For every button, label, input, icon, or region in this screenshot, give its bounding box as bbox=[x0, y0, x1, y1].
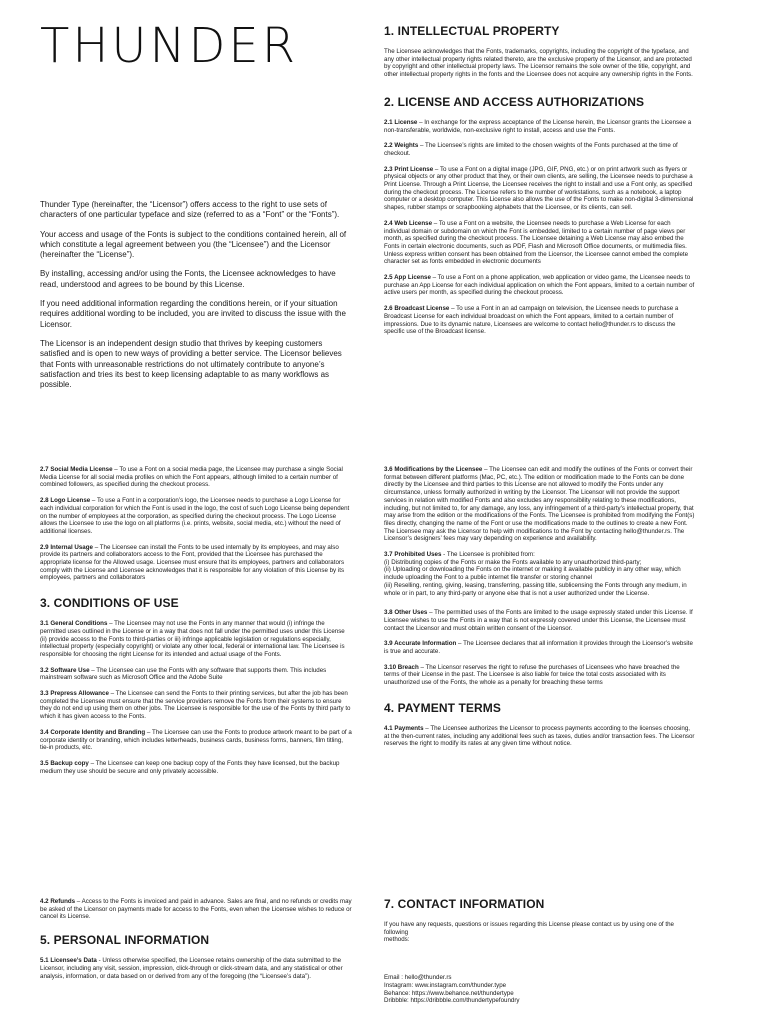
clause-title: 4.1 Payments bbox=[384, 724, 424, 732]
clause-title: 5.1 Licensee’s Data bbox=[40, 957, 97, 965]
brand-logo: THUNDER bbox=[40, 18, 299, 74]
section-heading: 4. PAYMENT TERMS bbox=[384, 700, 501, 715]
section-heading: 1. INTELLECTUAL PROPERTY bbox=[384, 24, 560, 38]
clause bbox=[40, 760, 352, 775]
clause-text: – The Licensee declares that all information it provides through the Licensor’s website is true and accurate. bbox=[384, 640, 693, 656]
clause-title: 3.4 Corporate Identity and Branding bbox=[40, 728, 146, 736]
clause bbox=[384, 551, 696, 597]
contact-behance: Behance: https://www.behance.net/thundertype bbox=[384, 989, 514, 997]
clause-text: – The Licensee can send the Fonts to their printing services, but after the job has been completed the Licensee must ensure that the service providers remove the Fonts from their systems to ensure they do not end up using them on other jobs. The Licensee is responsible for the use of the Fonts by third party to which it has given access to the Fonts. bbox=[40, 690, 351, 721]
clause-title: 2.9 Internal Usage bbox=[40, 543, 93, 551]
clause bbox=[40, 898, 352, 921]
clause bbox=[40, 667, 352, 682]
clause-title: 4.2 Refunds bbox=[40, 898, 76, 905]
clause-text: – In exchange for the express acceptance of the License herein, the Licensor grants the Licensee a non-transferable, worldwide, non-exclusive right to install, access and use the Fonts. bbox=[384, 118, 692, 134]
clause bbox=[384, 166, 696, 212]
prohibited-item: (iii) Reselling, renting, giving, leasing, transferring, passing title, sublicensing the Fonts through any medium, in whole or in part, to any third-party or anyone else that is not a user authorized under the License. bbox=[384, 581, 687, 597]
clause-text: – The Licensee can use the Fonts to produce artwork meant to be part of a corporate identity or branding, which includes letterheads, business cards, business forms, banners, film titling, tie-in products, etc. bbox=[40, 728, 352, 752]
clause-title: 2.6 Broadcast License bbox=[384, 305, 450, 313]
contact-intro: If you have any requests, questions or issues regarding this License please contact us by using one of the following bbox=[384, 921, 674, 936]
left-column-bottom bbox=[40, 898, 352, 988]
clause-title: 2.3 Print License bbox=[384, 165, 434, 173]
clause bbox=[384, 119, 696, 134]
clause bbox=[40, 544, 352, 583]
clause bbox=[40, 466, 352, 489]
clause-text: - Unless otherwise specified, the Licensee retains ownership of the data submitted to the Licensor, including any visit, session, impression, click-through or click-stream data, and any statistical or other analysis, information, or data based on or derived from any of the foregoing (the “Licensee’s data”). bbox=[40, 957, 343, 980]
section-text: The Licensee acknowledges that the Fonts, trademarks, copyrights, including the copyright of the typeface, and any other intellectual property rights related thereto, are the exclusive property of the Licensor, and are protected by copyright and other intellectual property laws. The Licensor remains the sole owner of the title, copyright, and other intellectual property rights in the fonts and the Licensee does not acquire any ownership rights in the Fonts. bbox=[384, 48, 693, 79]
clause-text: – To use a Font on a phone application, web application or video game, the Licensee needs to purchase an App License for each individual application on which the Font appears, limited to a certain number of active users per month, as specified during the checkout process. bbox=[384, 274, 695, 297]
clause-title: 2.8 Logo License bbox=[40, 497, 91, 505]
contact-methods-label: methods: bbox=[384, 936, 410, 944]
clause-title: 3.2 Software Use bbox=[40, 666, 90, 674]
clause-text: – The Licensor reserves the right to refuse the purchases of Licensees who have breached the terms of their License in the past. The Licensee is also liable for twice the total costs associated with its unauthorized use of the Fonts, the whole as a penalty for breaching these terms bbox=[384, 663, 680, 687]
contact-section bbox=[384, 897, 696, 1005]
clause bbox=[384, 609, 696, 632]
clause bbox=[40, 729, 352, 752]
left-column-middle bbox=[40, 466, 352, 783]
clause-text: – To use a Font on a website, the Licensee needs to purchase a Web License for each individual domain or subdomain on which the Font is embedded, limited to a certain number of page views per month, as specified during the checkout process. The Licensee detaining a Web License may also embed the Fonts in certain electronic documents, such as PDF, Flash and Microsoft Office documents, or multimedia files. Unless express written consent has been obtained from the Licensor, the Licensee cannot embed the complete character set as fonts embedded in electronic documents bbox=[384, 219, 689, 266]
clause-title: 2.4 Web License bbox=[384, 219, 433, 227]
clause bbox=[40, 957, 352, 980]
clause-title: 2.7 Social Media License bbox=[40, 466, 113, 473]
intro-section bbox=[40, 200, 350, 399]
clause-title: 3.9 Accurate Information bbox=[384, 640, 457, 648]
clause bbox=[384, 725, 696, 748]
contact-dribbble: Dribbble: https://dribbble.com/thundertypefoundry bbox=[384, 997, 520, 1005]
section-heading: 3. CONDITIONS OF USE bbox=[40, 596, 179, 611]
clause-title: 3.10 Breach bbox=[384, 663, 419, 671]
clause-text: - The Licensee is prohibited from: bbox=[441, 551, 535, 559]
clause-text: – Access to the Fonts is invoiced and paid in advance. Sales are final, and no refunds or credits may be asked of the Licensor on payments made for access to the Fonts, even when the Licensee wishes to reduce or cancel its License. bbox=[40, 898, 352, 921]
intro-paragraph: The Licensor is an independent design studio that thrives by keeping customers satisfied and is open to new ways of providing a better service. The Licensor believes that Fonts with unreasonable restrictions do not ultimately contribute to anyone’s satisfaction and tries its best to keep licensing adaptable to as many workflows as possible. bbox=[40, 338, 342, 390]
intro-paragraph: Your access and usage of the Fonts is subject to the conditions contained herein, all of which constitute a legal agreement between you (the “Licensee”) and the Licensor (hereinafter the “License”). bbox=[40, 229, 347, 260]
clause-text: – The Licensee authorizes the Licensor to process payments according to the licenses choosing, at the then-current rates, including any additional fees such as taxes, duties and/or transaction fees. The Licensor reserves the right to modify its rates at any given time without notice. bbox=[384, 724, 695, 748]
clause bbox=[384, 220, 696, 266]
clause bbox=[384, 305, 696, 336]
clause-title: 3.5 Backup copy bbox=[40, 759, 89, 767]
clause bbox=[40, 620, 352, 659]
prohibited-item: (ii) Uploading or downloading the Fonts on the internet or making it available publicly in any other way, which include uploading the Font to a public internet file transfer or storing channel bbox=[384, 566, 681, 582]
clause-text: – The Licensee can use the Fonts with any software that supports them. This includes mainstream software such as Microsoft Office and the Adobe Suite bbox=[40, 666, 327, 682]
clause-text: – The Licensee can keep one backup copy of the Fonts they have licensed, but the backup medium they use should be secure and only privately accessible. bbox=[40, 759, 340, 775]
prohibited-item: (i) Distributing copies of the Fonts or make the Fonts available to any unauthorized third-party; bbox=[384, 558, 642, 566]
clause bbox=[40, 497, 352, 536]
right-column-middle bbox=[384, 466, 696, 756]
clause bbox=[384, 640, 696, 655]
intro-paragraph: Thunder Type (hereinafter, the “Licensor”) offers access to the right to use sets of characters of one particular typeface and size (referred to as a “Font” or the “Fonts”). bbox=[40, 200, 340, 220]
clause bbox=[40, 690, 352, 721]
clause-title: 2.5 App License bbox=[384, 274, 431, 282]
clause bbox=[384, 466, 696, 543]
intro-paragraph: By installing, accessing and/or using the Fonts, the Licensee acknowledges to have read, understood and agrees to be bound by this License. bbox=[40, 269, 336, 289]
section-heading: 2. LICENSE AND ACCESS AUTHORIZATIONS bbox=[384, 94, 645, 109]
clause-title: 2.2 Weights bbox=[384, 142, 419, 150]
clause-title: 3.6 Modifications by the Licensee bbox=[384, 466, 483, 473]
clause-text: – The Licensee can edit and modify the outlines of the Fonts or convert their format between different platforms (Mac, PC, etc.). The edition or modification made to the Fonts can be done directly by the Licensee and third parties to this License are not allowed to modify the Fonts under any circumstance, unless formally authorized in writing by the Licensor. The Licensor will not provide the support services in relation with modified Fonts and also excludes any responsibility relating to these modifications, including, but not limited to, for any damage, any loss, any infringement of a third-party’s intellectual property, that may arise from the edition or the modifications of the Fonts. The Licensee is prohibited from modifying the Font(s) files directly, changing the name of the Font or use the modifications made to the outlines to create a new Font. The Licensee may ask the Licensor to help with modifications to the Font by contacting hello@thunder.rs. The Licensor’s designers’ fees may vary depending on experience and availability. bbox=[384, 466, 695, 543]
intro-paragraph: If you need additional information regarding the conditions herein, or if your situation requires additional wording to be included, you are invited to discuss the issue with the Licensor. bbox=[40, 299, 346, 329]
clause-text: – The permitted uses of the Fonts are limited to the usage expressly stated under this License. If Licensee wishes to use the Fonts in a way that is not expressly covered under this License, the Licensee must contact the Licensor and must obtain written consent of the Licensor. bbox=[384, 609, 693, 632]
clause-text: – The Licensee’s rights are limited to the chosen weights of the Fonts purchased at the time of checkout. bbox=[384, 142, 678, 157]
clause-title: 3.8 Other Uses bbox=[384, 609, 428, 617]
contact-instagram: Instagram: www.instagram.com/thunder.type bbox=[384, 981, 507, 989]
clause-text: – To use a Font on a digital image (JPG, GIF, PNG, etc.) or on print artwork such as flyers or physical objects or any other product that they, or their own clients, are selling, the Licensee needs to purchase a Print License. Through a Print License, the Licensee receives the right to install and use a Font only, as specified during the checkout process. The License refers to the number of workstations, such as a notebook, a laptop computer or a desktop computer. This License also allows the use of the Fonts to make non-digital 3-dimensional shapes, rubber stamps or scrapbooking alphabets that the Licensee, or its clients, can sell. bbox=[384, 165, 694, 212]
contact-email: Email : hello@thunder.rs bbox=[384, 974, 452, 982]
clause-text: – The Licensee may not use the Fonts in any manner that would (i) infringe the permitted uses outlined in the License or in a way that does not fall under the permitted uses under this License (ii) provide access to the Fonts to third-parties or iii) infringe applicable legislation or regulations especially, intellectual property (especially copyright) or violate any other local, federal or international law. The Licensee is responsible for choosing the right License for its intended and actual usage of the Fonts. bbox=[40, 620, 345, 658]
clause-text: – The Licensee can install the Fonts to be used internally by its employees, and may also provide its partners and collaborators access to the Font, provided that the Licensee has purchased the appropriate license for the Allowed usage. Licensee must ensure that its employees, partners and collaborators comply with the License and Licensee acknowledges that it is responsible for any violation of this License by its employees, partners and collaborators bbox=[40, 543, 345, 582]
section-heading: 7. CONTACT INFORMATION bbox=[384, 897, 545, 911]
clause-title: 3.3 Prepress Allowance bbox=[40, 690, 109, 698]
section-heading: 5. PERSONAL INFORMATION bbox=[40, 933, 210, 948]
right-column-top bbox=[384, 24, 696, 344]
clause-text: – To use a Font in an ad campaign on television, the Licensee needs to purchase a Broadcast License for each individual broadcast on which the Font appears, limited to a certain number of impressions. Due to its dynamic nature, Licensees are welcome to contact hello@thunder.rs to discuss the specific use of the Broadcast license. bbox=[384, 305, 679, 336]
clause bbox=[384, 142, 696, 157]
clause bbox=[384, 274, 696, 297]
clause-title: 3.1 General Conditions bbox=[40, 620, 108, 628]
clause-text: – To use a Font on a social media page, the Licensee may purchase a single Social Media License for all social media profiles on which the Font appears, although limited to a certain number of combined followers, as specified during the checkout process. bbox=[40, 466, 343, 489]
clause-text: – To use a Font in a corporation’s logo, the Licensee needs to purchase a Logo License for each individual corporation for which the Font is used in the logo, the cost of such Logo License being dependent on the number of employees at the corporation, as specified during the checkout process. The Logo License allows the Licensee to use the logo on all platforms (i.e. prints, website, social media, etc.) without the need of additional licenses. bbox=[40, 497, 350, 535]
clause bbox=[384, 664, 696, 687]
clause-title: 3.7 Prohibited Uses bbox=[384, 551, 442, 559]
clause-title: 2.1 License bbox=[384, 118, 418, 126]
